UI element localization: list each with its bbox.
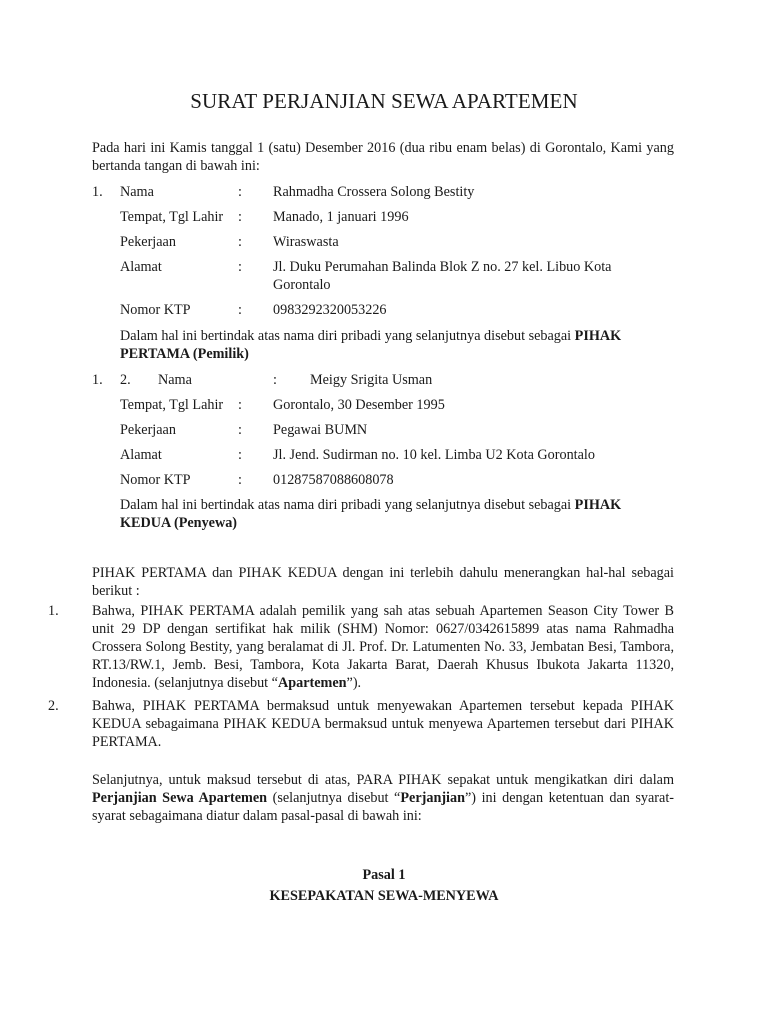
party1-job-colon: : <box>238 234 242 250</box>
party1-job-value: Wiraswasta <box>273 234 339 250</box>
party1-name-colon: : <box>238 184 242 200</box>
party1-role-statement <box>120 327 680 363</box>
pasal-heading: KESEPAKATAN SEWA-MENYEWA <box>269 888 499 904</box>
party2-ktp-colon: : <box>238 472 242 488</box>
recital1-text: Bahwa, PIHAK PERTAMA adalah pemilik yang sah atas sebuah Apartemen Season City Tower B unit 29 DP dengan sertifikat hak milik (SHM) Nomor: 0627/0342615899 atas nama Rahmadha Crossera Solong Bestity, yang beralamat di Jl. Prof. Dr. Latumenten No. 33, Jembatan Besi, Tambora, RT.13/RW.1, Jemb. Besi, Tambora, Kota Jakarta Barat, Daerah Khusus Ibukota Jakarta 11320, Indonesia. (selanjutnya disebut “ <box>92 603 674 691</box>
closing-text-2: (selanjutnya disebut “ <box>267 790 401 806</box>
party1-address-colon: : <box>238 259 242 275</box>
closing-bold-1: Perjanjian Sewa Apartemen <box>92 790 268 806</box>
closing-text-3: ”) ini dengan ketentuan dan syarat-syarat sebagaimana diatur dalam pasal-pasal di bawah ini: <box>92 790 674 824</box>
party2-role-bold: PIHAK <box>574 497 622 513</box>
closing-bold-2: Perjanjian <box>400 790 465 806</box>
party2-name-colon: : <box>273 372 277 388</box>
pasal-number: Pasal 1 <box>362 867 406 883</box>
party2-birth-value: Gorontalo, 30 Desember 1995 <box>273 397 445 413</box>
party2-name-value: Meigy Srigita Usman <box>310 372 433 388</box>
party2-birth-colon: : <box>238 397 242 413</box>
recital-intro: PIHAK PERTAMA dan PIHAK KEDUA dengan ini terlebih dahulu menerangkan hal-hal sebagai berikut : <box>92 565 674 599</box>
party1-birth-label: Tempat, Tgl Lahir <box>120 209 224 225</box>
party1-role-bold: PIHAK <box>574 328 622 344</box>
party1-address-label: Alamat <box>120 259 162 275</box>
closing-text-1: Selanjutnya, untuk maksud tersebut di atas, PARA PIHAK sepakat untuk mengikatkan diri dalam <box>92 772 674 788</box>
recital1-number: 1. <box>48 603 59 619</box>
party2-job-value: Pegawai BUMN <box>273 422 368 438</box>
recital1-bold: Apartemen <box>277 675 347 691</box>
recital2-number: 2. <box>48 698 59 714</box>
party2-job-colon: : <box>238 422 242 438</box>
party1-birth-colon: : <box>238 209 242 225</box>
party1-ktp-colon: : <box>238 302 242 318</box>
party2-birth-label: Tempat, Tgl Lahir <box>120 397 224 413</box>
party2-role-statement <box>120 496 680 532</box>
party2-address-colon: : <box>238 447 242 463</box>
document-title: SURAT PERJANJIAN SEWA APARTEMEN <box>190 89 578 113</box>
party1-address-value: Jl. Duku Perumahan Balinda Blok Z no. 27 kel. Libuo Kota <box>273 259 612 275</box>
party1-role-text: Dalam hal ini bertindak atas nama diri pribadi yang selanjutnya disebut sebagai <box>120 328 572 344</box>
party2-address-label: Alamat <box>120 447 162 463</box>
party1-ktp-value: 0983292320053226 <box>273 302 387 318</box>
intro-paragraph: Pada hari ini Kamis tanggal 1 (satu) Desember 2016 (dua ribu enam belas) di Gorontalo, Kami yang bertanda tangan di bawah ini: <box>92 140 674 174</box>
party2-name-label: Nama <box>158 372 192 388</box>
party1-name-value: Rahmadha Crossera Solong Bestity <box>273 184 475 200</box>
party1-address-value-line2: Gorontalo <box>273 277 331 293</box>
party2-subnumber: 2. <box>120 372 131 388</box>
party2-role-text: Dalam hal ini bertindak atas nama diri pribadi yang selanjutnya disebut sebagai <box>120 497 572 513</box>
recital1-tail: ”). <box>346 675 362 691</box>
party2-address-value: Jl. Jend. Sudirman no. 10 kel. Limba U2 Kota Gorontalo <box>273 447 595 463</box>
party2-number: 1. <box>92 372 103 388</box>
recital1-paragraph <box>92 602 674 692</box>
party2-ktp-value: 01287587088608078 <box>273 472 394 488</box>
party1-ktp-label: Nomor KTP <box>120 302 191 318</box>
party1-job-label: Pekerjaan <box>120 234 176 250</box>
party1-birth-value: Manado, 1 januari 1996 <box>273 209 409 225</box>
party2-ktp-label: Nomor KTP <box>120 472 191 488</box>
party2-role-bold-2: KEDUA (Penyewa) <box>120 515 238 531</box>
party1-name-label: Nama <box>120 184 154 200</box>
party2-job-label: Pekerjaan <box>120 422 176 438</box>
party1-role-bold-2: PERTAMA (Pemilik) <box>120 346 249 362</box>
party1-number: 1. <box>92 184 103 200</box>
recital2-paragraph: Bahwa, PIHAK PERTAMA bermaksud untuk menyewakan Apartemen tersebut kepada PIHAK KEDUA sebagaimana PIHAK KEDUA bermaksud untuk menyewa Apartemen tersebut dari PIHAK PERTAMA. <box>92 698 674 750</box>
closing-paragraph <box>92 771 674 825</box>
